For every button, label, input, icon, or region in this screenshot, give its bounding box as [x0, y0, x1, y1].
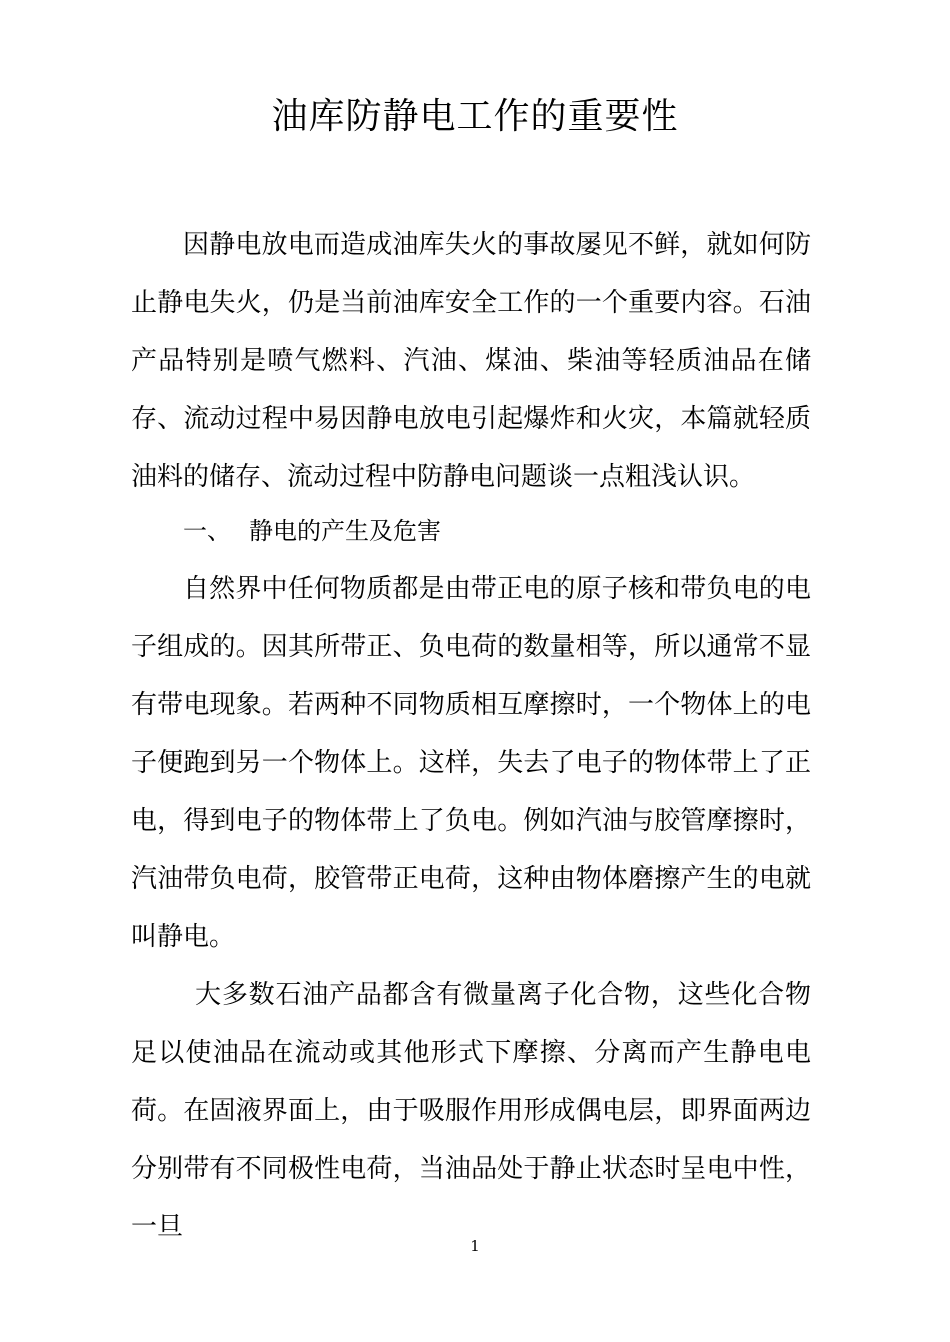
- paragraph-intro: 因静电放电而造成油库失火的事故屡见不鲜，就如何防止静电失火，仍是当前油库安全工作的一个重要内容。石油产品特别是喷气燃料、汽油、煤油、柴油等轻质油品在储存、流动过程中易因静电放电引起爆炸和火灾，本篇就轻质油料的储存、流动过程中防静电问题谈一点粗浅认识。: [131, 230, 811, 492]
- section-number: 一、: [183, 517, 231, 545]
- section-heading-text: 静电的产生及危害: [249, 517, 441, 545]
- page-number: 1: [470, 1237, 480, 1255]
- document-title: 油库防静电工作的重要性: [271, 96, 679, 137]
- paragraph-static-origin: 自然界中任何物质都是由带正电的原子核和带负电的电子组成的。因其所带正、负电荷的数量相等，所以通常不显有带电现象。若两种不同物质相互摩擦时，一个物体上的电子便跑到另一个物体上。这样，失去了电子的物体带上了正电，得到电子的物体带上了负电。例如汽油与胶管摩擦时，汽油带负电荷，胶管带正电荷，这种由物体磨擦产生的电就叫静电。: [131, 574, 811, 952]
- paragraph-petroleum-charge: 大多数石油产品都含有微量离子化合物，这些化合物足以使油品在流动或其他形式下摩擦、分离而产生静电电荷。在固液界面上，由于吸服作用形成偶电层，即界面两边分别带有不同极性电荷，当油品处于静止状态时呈电中性，一旦: [131, 980, 811, 1242]
- section-heading-1: [183, 502, 803, 560]
